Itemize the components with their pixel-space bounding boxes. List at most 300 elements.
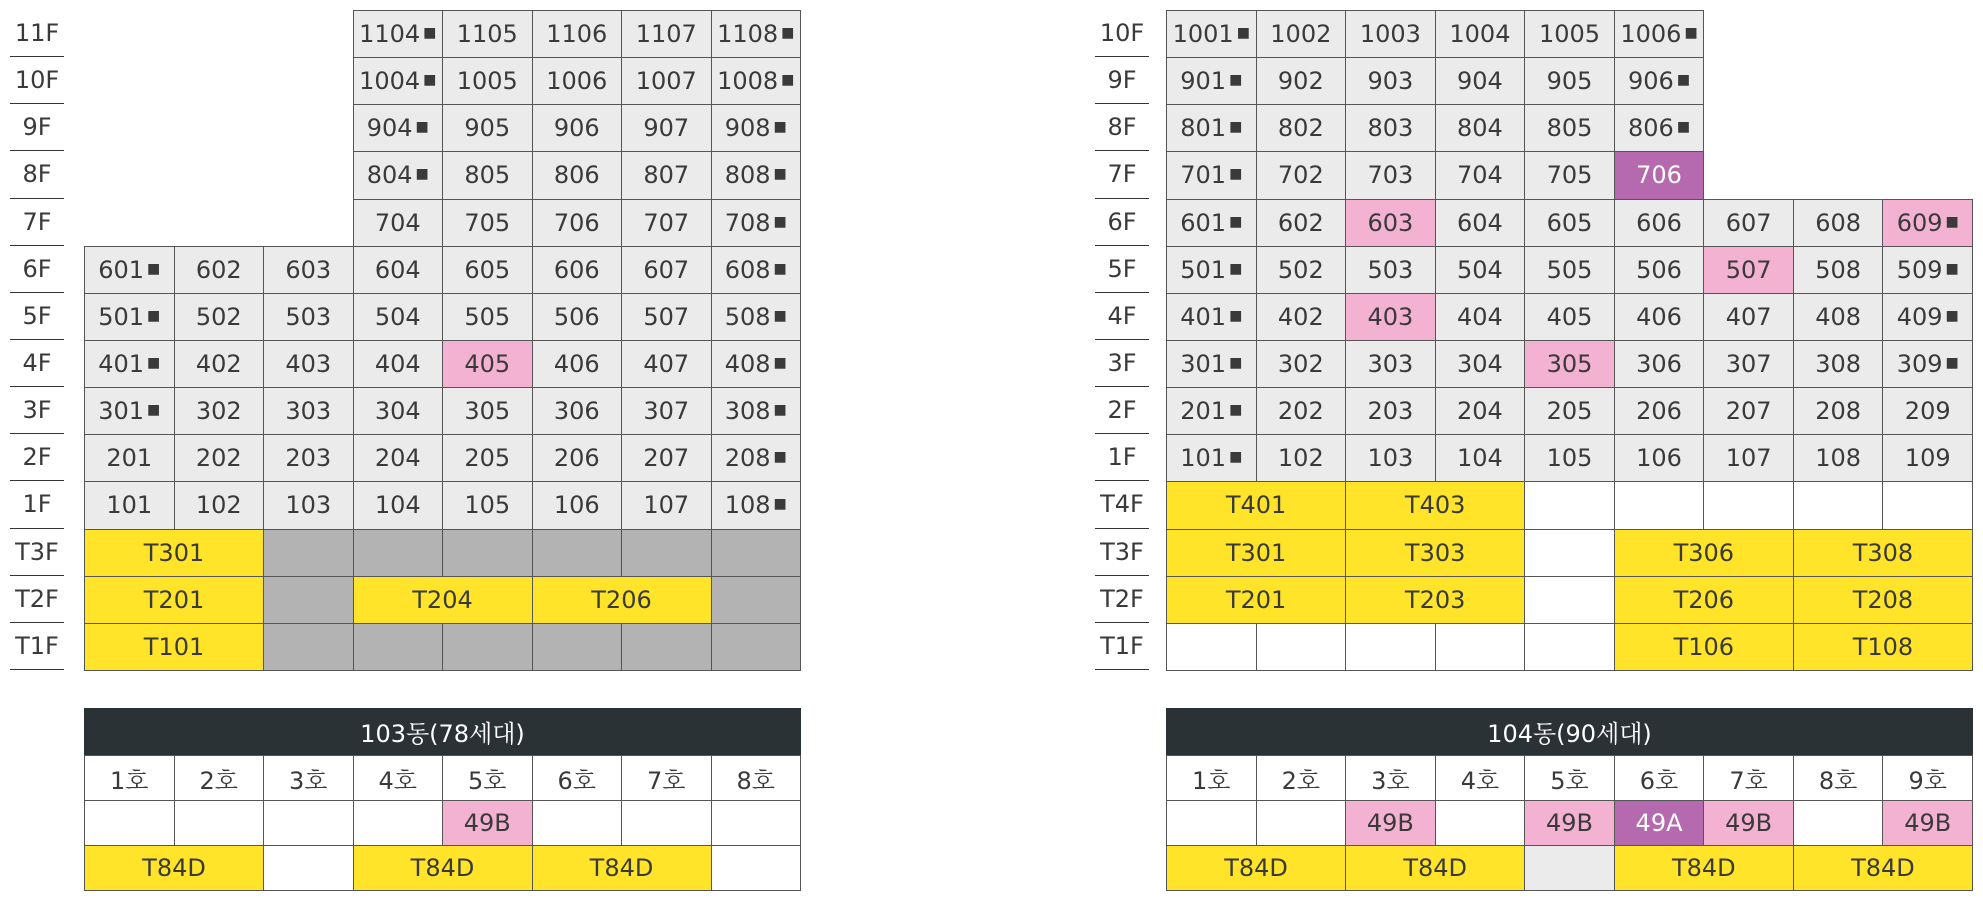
unit-number: 605	[464, 255, 511, 284]
unit-number: T201	[143, 585, 205, 614]
unit-number: 1002	[1270, 20, 1332, 49]
empty-cell	[711, 845, 802, 891]
empty-cell	[84, 800, 175, 846]
unit-cell	[711, 340, 802, 388]
unit-number: T204	[412, 585, 473, 614]
empty-cell	[1524, 529, 1615, 577]
unit-cell	[532, 576, 712, 624]
unit-number: 902	[1277, 67, 1324, 96]
unit-cell	[1166, 434, 1257, 482]
empty-cell	[263, 623, 354, 671]
unit-number: 103	[1367, 444, 1414, 473]
unit-number: 703	[1367, 161, 1414, 190]
unit-number: 708	[724, 208, 771, 237]
unit-cell	[1614, 387, 1705, 435]
unit-number: 1006	[546, 67, 608, 96]
unit-cell	[263, 293, 354, 341]
unit-number: 1108	[717, 20, 779, 49]
unit-number: 102	[195, 491, 242, 520]
unit-number: 706	[553, 208, 600, 237]
unit-cell	[442, 246, 533, 294]
floor-label: 4F	[1095, 293, 1149, 340]
unit-number: 507	[1725, 255, 1772, 284]
line-number-cell	[1614, 755, 1705, 801]
unit-cell	[1345, 57, 1436, 105]
unit-cell	[1166, 293, 1257, 341]
unit-cell	[1345, 293, 1436, 341]
unit-cell	[442, 481, 533, 529]
line-number-cell	[1793, 755, 1884, 801]
unit-number: 205	[464, 444, 511, 473]
unit-number: 204	[374, 444, 421, 473]
unit-number: 103	[285, 491, 332, 520]
floor-label: 3F	[10, 387, 64, 434]
unit-cell	[353, 104, 444, 152]
unit-cell	[532, 104, 623, 152]
unit-cell	[1435, 10, 1526, 58]
square-marker-icon: ■	[415, 166, 429, 183]
unit-cell	[84, 340, 175, 388]
unit-cell	[1345, 10, 1436, 58]
unit-cell	[1345, 340, 1436, 388]
unit-number: T301	[1225, 538, 1287, 567]
unit-cell	[442, 199, 533, 247]
unit-cell	[174, 293, 265, 341]
unit-cell	[621, 481, 712, 529]
unit-number: 601	[98, 255, 145, 284]
unit-number: 207	[643, 444, 690, 473]
unit-number: 607	[643, 255, 690, 284]
unit-number: 704	[1457, 161, 1503, 190]
square-marker-icon: ■	[423, 72, 437, 89]
square-marker-icon: ■	[1229, 449, 1243, 466]
unit-cell	[263, 434, 354, 482]
unit-number: 403	[1367, 302, 1414, 331]
unit-number: 207	[1725, 397, 1772, 426]
t-unit-type-cell	[84, 845, 264, 891]
unit-cell	[621, 340, 712, 388]
square-marker-icon: ■	[773, 213, 787, 230]
square-marker-icon: ■	[773, 449, 787, 466]
unit-number: 305	[464, 397, 511, 426]
unit-cell	[1256, 293, 1347, 341]
unit-cell	[1435, 57, 1526, 105]
unit-cell	[84, 481, 175, 529]
unit-type-cell	[1614, 800, 1705, 846]
unit-number: 804	[1457, 114, 1503, 143]
unit-number: 102	[1277, 444, 1324, 473]
unit-number: 106	[1636, 444, 1682, 473]
unit-cell	[1345, 529, 1525, 577]
unit-number: 907	[643, 114, 690, 143]
unit-number: 202	[1277, 397, 1324, 426]
floor-label: T4F	[1095, 481, 1149, 528]
unit-cell	[1256, 199, 1347, 247]
square-marker-icon: ■	[147, 260, 161, 277]
unit-cell	[621, 246, 712, 294]
square-marker-icon: ■	[1236, 25, 1250, 42]
unit-number: T308	[1852, 538, 1914, 567]
unit-number: 202	[195, 444, 242, 473]
unit-type: 49A	[1635, 809, 1683, 837]
unit-number: 1104	[359, 20, 421, 49]
unit-cell	[1614, 10, 1705, 58]
unit-type: 49B	[1725, 809, 1773, 837]
unit-cell	[1703, 199, 1794, 247]
unit-cell	[1166, 10, 1257, 58]
unit-number: 301	[1180, 350, 1227, 379]
unit-cell	[84, 576, 264, 624]
unit-number: 604	[1457, 208, 1503, 237]
unit-cell	[442, 104, 533, 152]
unit-number: 603	[1367, 208, 1414, 237]
unit-number: T206	[591, 585, 652, 614]
unit-number: 508	[724, 302, 771, 331]
empty-cell	[532, 529, 623, 577]
square-marker-icon: ■	[1229, 402, 1243, 419]
unit-number: 1007	[635, 67, 697, 96]
unit-number: 402	[1277, 302, 1324, 331]
unit-number: 805	[464, 161, 511, 190]
unit-cell	[84, 623, 264, 671]
t-unit-type: T84D	[1671, 854, 1736, 882]
empty-cell	[442, 529, 533, 577]
floor-label: 8F	[10, 151, 64, 198]
floor-label: 8F	[1095, 104, 1149, 151]
line-number: 6호	[1639, 766, 1679, 795]
unit-cell	[1166, 151, 1257, 199]
line-number: 8호	[1818, 766, 1858, 795]
unit-cell	[1256, 10, 1347, 58]
line-number-cell	[263, 755, 354, 801]
unit-cell	[1524, 293, 1615, 341]
unit-cell	[1345, 151, 1436, 199]
unit-cell	[711, 293, 802, 341]
unit-number: 402	[195, 350, 242, 379]
unit-type-cell	[442, 800, 533, 846]
empty-cell	[1345, 623, 1436, 671]
t-unit-type: T84D	[589, 854, 654, 882]
unit-number: 805	[1546, 114, 1593, 143]
unit-cell	[174, 434, 265, 482]
unit-cell	[532, 434, 623, 482]
unit-number: 502	[195, 302, 242, 331]
unit-number: 607	[1725, 208, 1772, 237]
empty-cell	[1166, 800, 1257, 846]
line-number-cell	[711, 755, 802, 801]
line-number: 6호	[557, 766, 596, 795]
floor-label: 7F	[10, 199, 64, 246]
unit-number: 208	[1815, 397, 1862, 426]
floor-label: 10F	[10, 57, 64, 104]
unit-number: 108	[1815, 444, 1862, 473]
unit-cell	[1793, 293, 1884, 341]
unit-number: 506	[553, 302, 600, 331]
unit-number: 704	[374, 208, 421, 237]
unit-cell	[84, 293, 175, 341]
unit-cell	[1614, 199, 1705, 247]
empty-cell	[1793, 800, 1884, 846]
line-number: 7호	[1729, 766, 1768, 795]
unit-cell	[1882, 340, 1973, 388]
unit-number: 601	[1180, 208, 1227, 237]
unit-number: 206	[553, 444, 600, 473]
unit-number: 205	[1546, 397, 1593, 426]
unit-number: 808	[724, 161, 771, 190]
empty-cell	[621, 623, 712, 671]
unit-number: 306	[1636, 350, 1682, 379]
unit-cell	[711, 57, 802, 105]
line-number: 2호	[1281, 766, 1321, 795]
floor-label: T1F	[10, 623, 64, 670]
unit-number: 108	[724, 491, 771, 520]
line-number: 4호	[378, 766, 417, 795]
unit-number: 706	[1636, 161, 1682, 190]
unit-cell	[84, 387, 175, 435]
line-number: 1호	[110, 766, 149, 795]
line-number-cell	[1435, 755, 1526, 801]
floor-label: T2F	[1095, 576, 1149, 623]
square-marker-icon: ■	[415, 119, 429, 136]
unit-number: 305	[1546, 350, 1593, 379]
line-number-cell	[1256, 755, 1347, 801]
unit-number: 301	[98, 397, 145, 426]
unit-number: 501	[1180, 255, 1227, 284]
square-marker-icon: ■	[773, 355, 787, 372]
unit-cell	[1614, 293, 1705, 341]
unit-cell	[1345, 481, 1525, 529]
unit-cell	[1435, 104, 1526, 152]
unit-cell	[1166, 387, 1257, 435]
unit-number: 203	[1367, 397, 1414, 426]
unit-cell	[1793, 529, 1973, 577]
unit-type-cell	[1882, 800, 1973, 846]
square-marker-icon: ■	[1229, 119, 1243, 136]
unit-number: 408	[724, 350, 771, 379]
unit-cell	[1345, 199, 1436, 247]
t-unit-type: T84D	[142, 854, 206, 882]
unit-type: 49B	[1904, 809, 1952, 837]
empty-cell	[711, 576, 802, 624]
unit-cell	[532, 481, 623, 529]
unit-number: 208	[724, 444, 771, 473]
unit-number: T108	[1852, 632, 1914, 661]
unit-number: 106	[553, 491, 600, 520]
unit-number: 604	[374, 255, 421, 284]
empty-cell	[263, 845, 354, 891]
empty-cell	[442, 623, 533, 671]
unit-number: 107	[643, 491, 690, 520]
square-marker-icon: ■	[773, 402, 787, 419]
square-marker-icon: ■	[1229, 213, 1243, 230]
unit-number: 406	[553, 350, 600, 379]
unit-number: 308	[1815, 350, 1862, 379]
square-marker-icon: ■	[1229, 307, 1243, 324]
unit-cell	[1256, 151, 1347, 199]
unit-number: 107	[1725, 444, 1772, 473]
unit-cell	[1166, 576, 1346, 624]
unit-number: 308	[724, 397, 771, 426]
unit-number: 407	[643, 350, 690, 379]
unit-cell	[442, 10, 533, 58]
unit-cell	[532, 151, 623, 199]
unit-number: 1003	[1359, 20, 1421, 49]
t-unit-type-cell	[1614, 845, 1794, 891]
unit-cell	[532, 293, 623, 341]
unit-cell	[1256, 434, 1347, 482]
unit-cell	[711, 481, 802, 529]
unit-number: T101	[143, 632, 205, 661]
unit-cell	[1614, 340, 1705, 388]
unit-cell	[353, 151, 444, 199]
unit-number: 905	[1546, 67, 1593, 96]
unit-cell	[621, 199, 712, 247]
floor-label: 6F	[1095, 199, 1149, 246]
unit-number: 804	[366, 161, 413, 190]
line-number-cell	[174, 755, 265, 801]
unit-cell	[1345, 246, 1436, 294]
empty-cell	[1882, 481, 1973, 529]
line-number: 5호	[1550, 766, 1589, 795]
empty-cell	[174, 800, 265, 846]
unit-cell	[84, 434, 175, 482]
unit-cell	[1166, 529, 1346, 577]
unit-number: 502	[1277, 255, 1324, 284]
unit-number: 807	[643, 161, 690, 190]
floor-label: 11F	[10, 10, 64, 57]
unit-cell	[1256, 340, 1347, 388]
unit-number: 407	[1725, 302, 1772, 331]
empty-cell	[621, 529, 712, 577]
line-number-cell	[1524, 755, 1615, 801]
line-number-cell	[532, 755, 623, 801]
unit-cell	[353, 199, 444, 247]
empty-cell	[711, 623, 802, 671]
empty-cell	[532, 623, 623, 671]
unit-cell	[1435, 387, 1526, 435]
unit-cell	[1166, 246, 1257, 294]
unit-cell	[1703, 434, 1794, 482]
unit-number: 201	[106, 444, 153, 473]
unit-cell	[711, 387, 802, 435]
unit-number: 304	[374, 397, 421, 426]
unit-cell	[621, 151, 712, 199]
unit-number: 905	[464, 114, 511, 143]
square-marker-icon: ■	[1229, 166, 1243, 183]
unit-cell	[1256, 57, 1347, 105]
unit-number: 303	[285, 397, 332, 426]
empty-cell	[1256, 800, 1347, 846]
unit-cell	[1793, 199, 1884, 247]
unit-cell	[174, 387, 265, 435]
unit-cell	[711, 151, 802, 199]
unit-cell	[621, 57, 712, 105]
unit-cell	[1435, 199, 1526, 247]
unit-number: 1005	[456, 67, 518, 96]
floor-label: 6F	[10, 246, 64, 293]
unit-number: 806	[1628, 114, 1674, 143]
unit-cell	[1614, 151, 1705, 199]
unit-number: 408	[1815, 302, 1862, 331]
t-unit-type-cell	[353, 845, 533, 891]
line-number: 1호	[1192, 766, 1231, 795]
unit-number: 304	[1457, 350, 1503, 379]
unit-number: 203	[285, 444, 332, 473]
unit-cell	[353, 293, 444, 341]
unit-cell	[1793, 246, 1884, 294]
unit-cell	[442, 151, 533, 199]
unit-type: 49B	[1366, 809, 1414, 837]
unit-number: 307	[643, 397, 690, 426]
unit-cell	[1166, 57, 1257, 105]
empty-cell	[1524, 845, 1615, 891]
empty-cell	[1524, 576, 1615, 624]
empty-cell	[353, 800, 444, 846]
square-marker-icon: ■	[773, 496, 787, 513]
t-unit-type: T84D	[1224, 854, 1288, 882]
unit-cell	[1524, 151, 1615, 199]
empty-cell	[1166, 623, 1257, 671]
line-number: 5호	[468, 766, 507, 795]
unit-number: 501	[98, 302, 145, 331]
unit-number: 508	[1815, 255, 1862, 284]
unit-number: 906	[1628, 67, 1674, 96]
unit-number: 906	[553, 114, 600, 143]
unit-cell	[1345, 576, 1525, 624]
line-number-cell	[1882, 755, 1973, 801]
building-title: 104동(90세대)	[1166, 708, 1973, 755]
unit-cell	[1703, 293, 1794, 341]
floor-label: 5F	[10, 293, 64, 340]
unit-cell	[1524, 246, 1615, 294]
unit-number: 405	[464, 350, 511, 379]
unit-number: 705	[1546, 161, 1593, 190]
unit-number: 403	[285, 350, 332, 379]
unit-cell	[1435, 246, 1526, 294]
unit-cell	[442, 293, 533, 341]
unit-cell	[621, 10, 712, 58]
unit-cell	[1614, 529, 1794, 577]
unit-cell	[353, 10, 444, 58]
unit-number: 908	[724, 114, 771, 143]
empty-cell	[353, 529, 444, 577]
unit-cell	[1882, 293, 1973, 341]
empty-cell	[263, 800, 354, 846]
unit-cell	[1166, 481, 1346, 529]
unit-cell	[621, 293, 712, 341]
unit-cell	[442, 340, 533, 388]
unit-cell	[1703, 387, 1794, 435]
unit-number: 1004	[1449, 20, 1511, 49]
unit-number: 504	[374, 302, 421, 331]
unit-cell	[84, 246, 175, 294]
unit-type: 49B	[1545, 809, 1593, 837]
square-marker-icon: ■	[1229, 260, 1243, 277]
unit-number: 901	[1180, 67, 1227, 96]
unit-cell	[1256, 104, 1347, 152]
unit-cell	[353, 576, 533, 624]
line-number-cell	[442, 755, 533, 801]
floor-label: 1F	[1095, 434, 1149, 481]
floor-label: T3F	[10, 529, 64, 576]
unit-cell	[1614, 434, 1705, 482]
empty-cell	[532, 800, 623, 846]
floor-label: T1F	[1095, 623, 1149, 670]
square-marker-icon: ■	[1229, 72, 1243, 89]
unit-number: 903	[1367, 67, 1414, 96]
unit-number: 401	[98, 350, 145, 379]
unit-number: 504	[1457, 255, 1503, 284]
